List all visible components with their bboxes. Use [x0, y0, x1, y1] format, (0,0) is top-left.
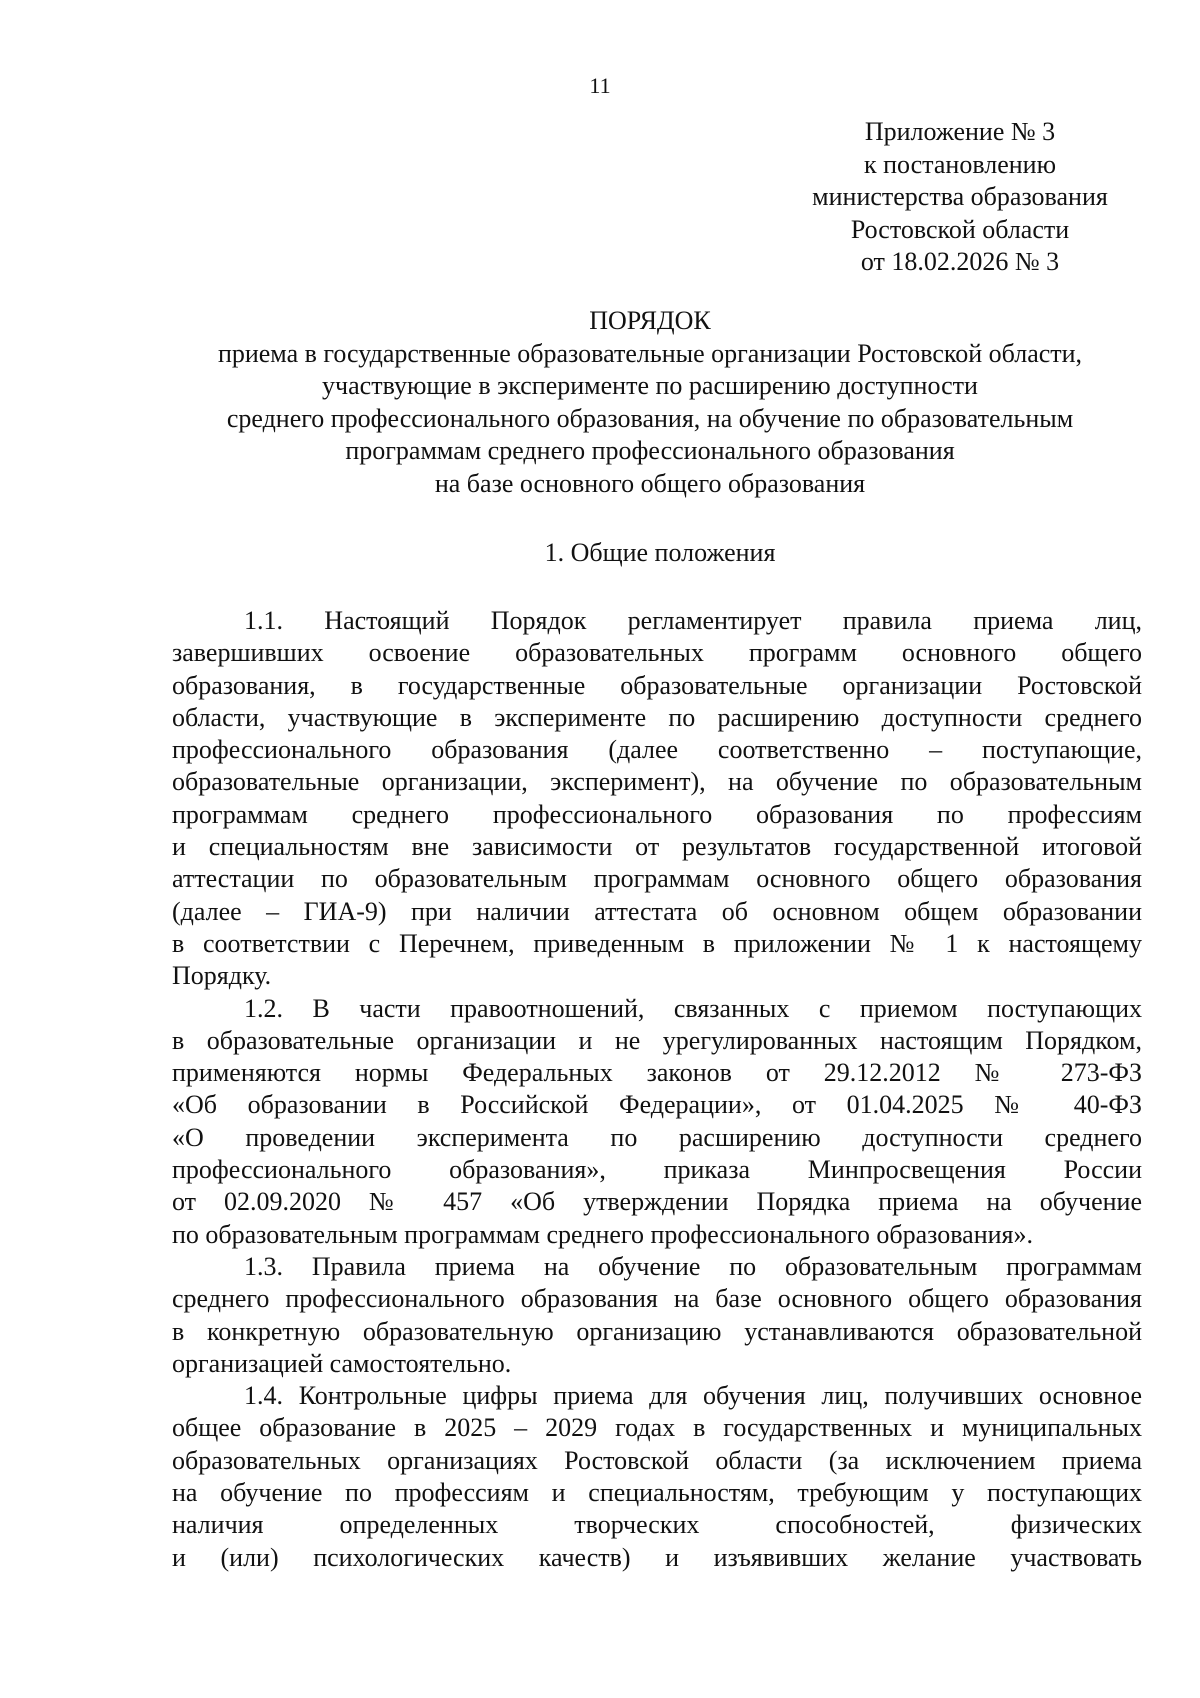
title-line: приема в государственные образовательные организации Ростовской области,	[217, 338, 1083, 368]
title-line: программам среднего профессионального образования	[345, 436, 955, 465]
text-line: профессионального образования (далее соответственно – поступающие,	[172, 735, 1142, 765]
text-line: в конкретную образовательную организацию устанавливаются образовательной	[172, 1316, 1142, 1346]
text-line: применяются нормы Федеральных законов от 29.12.2012 № 273-ФЗ	[172, 1058, 1142, 1088]
text-line: общее образование в 2025 – 2029 годах в государственных и муниципальных	[172, 1413, 1142, 1443]
body-text	[172, 605, 1142, 1574]
text-line: образовательных организациях Ростовской области (за исключением приема	[172, 1445, 1142, 1475]
text-line: и специальностям вне зависимости от результатов государственной итоговой	[172, 832, 1142, 862]
text-line: завершивших освоение образовательных программ основного общего	[172, 638, 1142, 668]
text-line: программам среднего профессионального образования по профессиям	[172, 799, 1142, 829]
text-line: образования, в государственные образовательные организации Ростовской	[172, 670, 1142, 700]
appendix-line: к постановлению	[863, 149, 1057, 179]
text-line: в соответствии с Перечнем, приведенным в приложении № 1 к настоящему	[172, 928, 1142, 958]
title-line: участвующие в эксперименте по расширению доступности	[322, 371, 978, 400]
paragraph-1-2	[172, 993, 1142, 1251]
title-line: на базе основного общего образования	[434, 468, 866, 498]
paragraph-1-1	[172, 605, 1142, 993]
text-line: 1.2. В части правоотношений, связанных с приемом поступающих	[244, 993, 1142, 1023]
text-line: аттестации по образовательным программам основного общего образования	[172, 864, 1142, 894]
text-line: в образовательные организации и не урегулированных настоящим Порядком,	[172, 1025, 1142, 1055]
text-line: от 02.09.2020 № 457 «Об утверждении Порядка приема на обучение	[172, 1187, 1142, 1217]
text-line: среднего профессионального образования на базе основного общего образования	[172, 1284, 1142, 1314]
text-line: «О проведении эксперимента по расширению доступности среднего	[172, 1122, 1142, 1152]
text-line: 1.1. Настоящий Порядок регламентирует правила приема лиц,	[244, 606, 1142, 635]
text-line: 1.3. Правила приема на обучение по образовательным программам	[244, 1251, 1142, 1281]
appendix-line: Приложение № 3	[864, 117, 1056, 146]
appendix-line: министерства образования	[812, 182, 1108, 211]
text-line: образовательные организации, эксперимент), на обучение по образовательным	[172, 767, 1142, 797]
title-heading: ПОРЯДОК	[589, 306, 711, 335]
text-line: наличия определенных творческих способностей, физических	[172, 1510, 1142, 1540]
paragraph-1-4	[172, 1380, 1142, 1574]
appendix-line: Ростовской области	[850, 214, 1070, 244]
document-title	[120, 305, 1180, 500]
text-line: по образовательным программам среднего профессионального образования».	[172, 1219, 1033, 1249]
page-number: 11	[589, 73, 611, 98]
appendix-header	[790, 116, 1130, 279]
text-line: профессионального образования», приказа Минпросвещения России	[172, 1155, 1142, 1185]
text-line: Порядку.	[172, 961, 272, 991]
text-line: на обучение по профессиям и специальностям, требующим у поступающих	[172, 1478, 1142, 1508]
paragraph-1-3	[172, 1251, 1142, 1380]
appendix-line: от 18.02.2026 № 3	[860, 247, 1060, 276]
text-line: (далее – ГИА-9) при наличии аттестата об основном общем образовании	[172, 896, 1142, 926]
title-line: среднего профессионального образования, на обучение по образовательным	[226, 403, 1074, 433]
text-line: организацией самостоятельно.	[172, 1348, 512, 1378]
text-line: 1.4. Контрольные цифры приема для обучения лиц, получивших основное	[244, 1381, 1142, 1411]
text-line: области, участвующие в эксперименте по расширению доступности среднего	[172, 702, 1142, 732]
text-line: «Об образовании в Российской Федерации», от 01.04.2025 № 40-ФЗ	[172, 1090, 1142, 1120]
text-line: и (или) психологических качеств) и изъявивших желание участвовать	[172, 1542, 1142, 1572]
section-heading: 1. Общие положения	[544, 538, 776, 567]
